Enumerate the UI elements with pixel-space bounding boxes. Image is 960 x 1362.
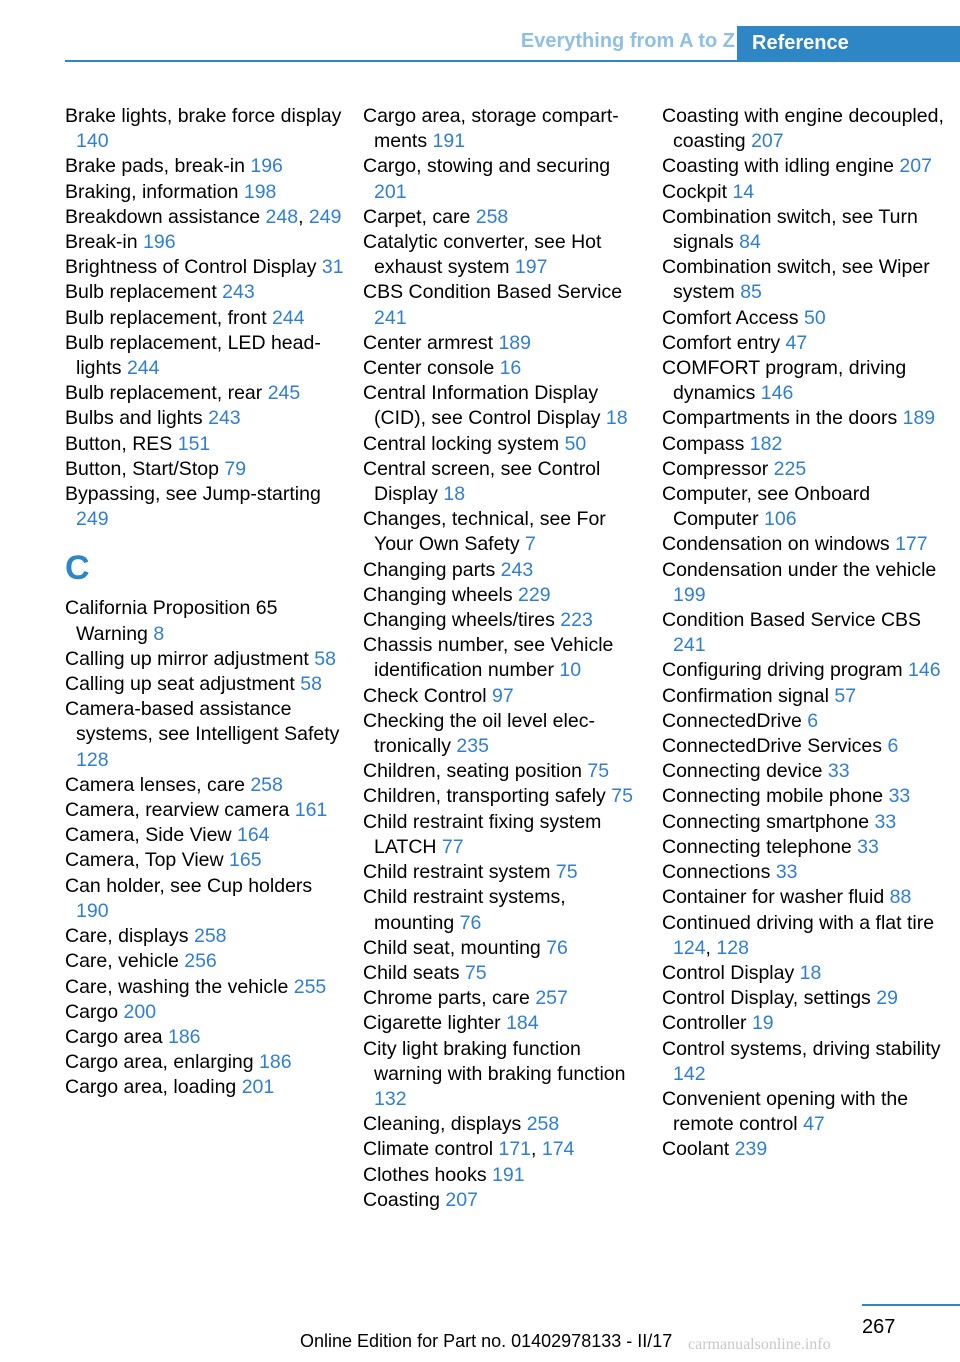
index-entry (363, 810, 643, 860)
entry-term: Cigarette lighter (363, 1012, 507, 1035)
entry-term: Continued driving with a flat tire (662, 911, 935, 934)
page-ref-link[interactable]: 190 (76, 899, 109, 922)
page-ref-link[interactable]: 174 (541, 1138, 575, 1161)
page-ref-link[interactable]: 47 (803, 1113, 825, 1136)
index-entry (363, 104, 643, 154)
index-entry (662, 1011, 952, 1036)
page-ref-link[interactable]: 189 (902, 407, 936, 430)
entry-term: Care, displays (65, 925, 194, 948)
page-ref-link[interactable]: 84 (739, 231, 761, 254)
index-entry (65, 647, 345, 672)
entry-term: Condensation on windows (662, 533, 896, 556)
entry-term: Coasting with engine decoupled, coasting (662, 105, 944, 153)
page-ref-link[interactable]: 255 (293, 975, 327, 998)
entry-term: Child restraint systems, mounting (363, 886, 566, 934)
page-ref-link[interactable]: 161 (294, 799, 328, 822)
entry-term: Comfort entry (662, 331, 786, 354)
page-ref-link[interactable]: 79 (224, 457, 247, 480)
watermark-text: carmanualsonline.info (688, 1336, 831, 1353)
index-column-3 (662, 104, 952, 1163)
index-entry (363, 230, 643, 280)
index-entry (662, 331, 952, 356)
entry-term: Computer, see Onboard Computer (662, 483, 871, 531)
page-ref-link[interactable]: 106 (764, 508, 797, 531)
page-ref-link[interactable]: 258 (475, 205, 509, 228)
entry-term: Bulb replacement, front (65, 306, 273, 329)
entry-term: Brake lights, brake force display (65, 105, 342, 127)
index-entry (662, 532, 952, 557)
page-ref-link[interactable]: 201 (374, 180, 407, 203)
index-entry (65, 773, 345, 798)
page-ref-link[interactable]: 76 (459, 911, 482, 934)
page-ref-link[interactable]: 132 (374, 1087, 407, 1110)
index-entry (363, 205, 643, 230)
entry-term: Catalytic converter, see Hot exhaust system (363, 231, 602, 279)
entry-term: Changes, technical, see For Your Own Safety (363, 508, 606, 556)
page-ref-link[interactable]: 57 (834, 684, 857, 707)
page-ref-link[interactable]: 199 (673, 583, 706, 606)
page-ref-link[interactable]: 241 (374, 306, 407, 329)
page-ref-link[interactable]: 196 (143, 231, 176, 254)
page-ref-link[interactable]: 200 (123, 1000, 157, 1023)
index-entry (662, 784, 952, 809)
index-entry (65, 975, 345, 1000)
entry-term: Brightness of Control Display (65, 256, 322, 279)
index-entry (363, 1011, 643, 1036)
entry-term: Controller (662, 1012, 752, 1035)
page-ref-link[interactable]: 189 (498, 331, 531, 354)
page-ref-link[interactable]: 18 (799, 961, 822, 984)
index-entry (662, 104, 952, 154)
page-ref-link[interactable]: 207 (751, 130, 784, 153)
index-entry (662, 255, 952, 305)
index-entry (363, 860, 643, 885)
entry-term: Changing parts (363, 558, 501, 581)
index-entry (363, 1112, 643, 1137)
entry-term: Climate control (363, 1138, 499, 1161)
page-ref-link[interactable]: 257 (535, 987, 568, 1010)
page-ref-link[interactable]: 6 (807, 709, 819, 732)
index-entry (662, 608, 952, 658)
index-entry (662, 205, 952, 255)
index-entry (662, 885, 952, 910)
index-entry (363, 1037, 643, 1113)
page-ref-link[interactable]: 201 (241, 1076, 275, 1099)
index-entry (363, 331, 643, 356)
page-ref-link[interactable]: 249 (76, 508, 109, 531)
entry-term: Center console (363, 357, 500, 380)
index-entry (65, 457, 345, 482)
index-entry (662, 835, 952, 860)
entry-term: Confirmation signal (662, 684, 835, 707)
index-entry (363, 784, 643, 809)
index-entry (65, 697, 345, 773)
page-ref-link[interactable]: 33 (775, 861, 798, 884)
index-entry (65, 180, 345, 205)
page-ref-link[interactable]: 6 (887, 735, 899, 758)
index-entry (662, 406, 952, 431)
page-ref-link[interactable]: 77 (441, 835, 464, 858)
page-ref-link[interactable]: 225 (773, 457, 807, 480)
page-ref-link[interactable]: 258 (250, 773, 283, 796)
entry-term: Checking the oil level electronically (363, 709, 595, 758)
index-entry (363, 885, 643, 935)
page-ref-link[interactable]: 249 (308, 205, 342, 228)
page-ref-link[interactable]: 16 (499, 357, 522, 380)
page-ref-link[interactable]: 128 (76, 748, 109, 771)
index-entry (363, 432, 643, 457)
index-entry (65, 1075, 345, 1100)
index-entry: Continued driving with a flat tire 124, 128 (662, 911, 935, 959)
index-entry (65, 823, 345, 848)
index-entry (662, 306, 952, 331)
index-entry (363, 583, 643, 608)
page-ref-link[interactable]: 58 (314, 647, 336, 670)
index-entry (65, 306, 345, 331)
entry-term: ConnectedDrive (662, 709, 808, 732)
entry-term: Camera, Top View (65, 849, 230, 872)
entry-term: Break-in (65, 231, 144, 254)
index-entry (65, 432, 345, 457)
entry-term: CBS Condition Based Service (363, 281, 623, 304)
entry-term: Convenient opening with the remote control (662, 1087, 909, 1136)
entry-term: Child restraint system (363, 861, 556, 884)
page-ref-link[interactable]: 19 (751, 1012, 774, 1035)
index-entry (363, 709, 643, 759)
page-ref-link[interactable]: 248 (265, 205, 299, 228)
index-entry (363, 457, 643, 507)
page-ref-link[interactable]: 146 (908, 659, 941, 682)
entry-term: Comfort Access (662, 306, 804, 329)
page-ref-link[interactable]: 223 (560, 609, 593, 632)
index-column-2 (363, 104, 643, 1213)
entry-term: Child seat, mounting (363, 936, 547, 959)
index-entry (65, 596, 345, 646)
entry-term: City light braking function warning with braking function (363, 1037, 626, 1085)
chapter-tab[interactable]: Reference (737, 26, 960, 60)
entry-term: Bulb replacement (65, 281, 223, 304)
page-ref-link[interactable]: 31 (321, 256, 344, 279)
page-ref-link[interactable]: 124 (673, 936, 706, 959)
page-ref-link[interactable]: 207 (445, 1188, 478, 1211)
page-ref-link[interactable]: 18 (443, 483, 466, 506)
index-entry (662, 482, 952, 532)
index-entry (65, 1000, 345, 1025)
page-ref-link[interactable]: 245 (267, 382, 301, 405)
page-ref-link[interactable]: 151 (177, 432, 211, 455)
page-ref-link[interactable]: 243 (500, 558, 534, 581)
index-entry (65, 924, 345, 949)
page-number: 267 (862, 1316, 896, 1338)
entry-term: Cargo (65, 1000, 124, 1023)
entry-term: Calling up mirror adjustment (65, 647, 315, 670)
index-entry: Climate control 171, 174 (363, 1138, 575, 1161)
entry-term: Clothes hooks (363, 1163, 492, 1186)
index-entry (65, 255, 345, 280)
entry-term: Camera, rearview camera (65, 799, 295, 822)
page-ref-link[interactable]: 76 (546, 936, 568, 959)
entry-term: Carpet, care (363, 205, 476, 228)
index-entry (662, 457, 952, 482)
page-ref-link[interactable]: 171 (498, 1138, 532, 1161)
entry-term: Coasting with idling engine (662, 155, 900, 178)
entry-term: Camera lenses, care (65, 773, 251, 796)
page-ref-link[interactable]: 198 (243, 180, 277, 203)
page-ref-link[interactable]: 258 (193, 925, 227, 948)
page-ref-link[interactable]: 186 (259, 1051, 292, 1074)
entry-term: Central locking system (363, 432, 565, 455)
index-entry (662, 684, 952, 709)
section-letter: C (65, 549, 90, 588)
entry-term: Changing wheels/tires (363, 609, 561, 632)
index-entry (662, 860, 952, 885)
index-entry (662, 709, 952, 734)
page-ref-link[interactable]: 207 (899, 155, 932, 178)
index-entry (65, 672, 345, 697)
entry-term: Connecting mobile phone (662, 785, 889, 808)
entry-term: Cleaning, displays (363, 1113, 527, 1136)
entry-term: Control Display, settings (662, 987, 877, 1010)
index-entry (363, 381, 643, 431)
entry-term: Care, vehicle (65, 950, 185, 973)
index-entry (65, 482, 345, 532)
entry-term: Bulb replacement, rear (65, 382, 268, 405)
index-entry (662, 1037, 952, 1087)
index-column-1 (65, 104, 345, 1101)
page-ref-link[interactable]: 243 (208, 407, 241, 430)
entry-term: Connecting telephone (662, 835, 858, 858)
entry-term: Condition Based Service CBS (662, 609, 922, 632)
page-ref-link[interactable]: 33 (888, 785, 911, 808)
index-entry (662, 810, 952, 835)
page-ref-link[interactable]: 256 (184, 950, 217, 973)
index-entry (363, 1188, 643, 1213)
entry-term: Brake pads, break-in (65, 155, 251, 178)
page-ref-link[interactable]: 8 (153, 622, 165, 645)
page-ref-link[interactable]: 235 (456, 735, 489, 758)
entry-term: Button, RES (65, 432, 178, 455)
page-ref-link[interactable]: 50 (564, 432, 587, 455)
page-ref-link[interactable]: 29 (876, 987, 898, 1010)
page-ref-link[interactable]: 186 (167, 1025, 201, 1048)
entry-term: Cargo area (65, 1025, 168, 1048)
page-ref-link[interactable]: 47 (785, 331, 808, 354)
entry-term: Camera, Side View (65, 824, 237, 847)
index-entry (662, 356, 952, 406)
entry-term: Central screen, see Control Display (363, 457, 601, 506)
page-header (65, 26, 960, 62)
page-ref-link[interactable]: 97 (491, 684, 514, 707)
page-ref-link[interactable]: 88 (889, 886, 912, 909)
page-ref-link[interactable]: 244 (126, 357, 160, 380)
index-entry (65, 1050, 345, 1075)
entry-term: ConnectedDrive Services (662, 735, 888, 758)
index-entry (363, 759, 643, 784)
index-entry (65, 381, 345, 406)
entry-term: Connections (662, 861, 776, 884)
page-ref-link[interactable]: 142 (673, 1062, 706, 1085)
index-entry (662, 658, 952, 683)
entry-term: Condensation under the vehicle (662, 558, 937, 581)
page-ref-link[interactable]: 33 (857, 835, 879, 858)
entry-term: Connecting device (662, 760, 828, 783)
index-entry (363, 1163, 643, 1188)
page-ref-link[interactable]: 146 (760, 382, 794, 405)
index-entry: Breakdown assistance 248, 249 (65, 205, 342, 228)
page-ref-link[interactable]: 85 (740, 281, 762, 304)
entry-term: Cargo, stowing and securing (363, 155, 611, 178)
entry-term: Changing wheels (363, 583, 519, 606)
section-title[interactable]: Everything from A to Z (520, 30, 735, 52)
page-ref-link[interactable]: 191 (492, 1163, 525, 1186)
entry-term: Connecting smartphone (662, 810, 875, 833)
index-entry (662, 1137, 952, 1162)
entry-term: Check Control (363, 684, 492, 707)
index-entry (363, 608, 643, 633)
index-entry (65, 848, 345, 873)
entry-term: Child restraint fixing system LATCH (363, 810, 602, 858)
index-entry (363, 558, 643, 583)
index-entry (65, 230, 345, 255)
entry-term: Braking, information (65, 180, 244, 203)
page-ref-link[interactable]: 14 (732, 180, 755, 203)
index-entry (65, 798, 345, 823)
entry-term: Cargo area, storage compartments (363, 105, 619, 153)
entry-term: Container for washer fluid (662, 886, 890, 909)
entry-term: COMFORT program, driving dynamics (662, 357, 907, 405)
index-entry (662, 558, 952, 608)
index-entry (363, 507, 643, 557)
page-ref-link[interactable]: 18 (605, 407, 628, 430)
entry-term: California Proposition 65 Warning (65, 597, 278, 645)
page-ref-link[interactable]: 197 (514, 256, 548, 279)
index-entry (662, 180, 952, 205)
entry-term: Breakdown assistance (65, 205, 266, 228)
entry-term: Cargo area, enlarging (65, 1051, 260, 1074)
page-ref-link[interactable]: 7 (525, 533, 536, 556)
entry-term: Bulbs and lights (65, 407, 209, 430)
entry-term: Compressor (662, 457, 774, 480)
entry-term: Can holder, see Cup holders (65, 874, 313, 897)
index-entry (662, 154, 952, 179)
page-ref-link[interactable]: 244 (272, 306, 305, 329)
index-entry (363, 986, 643, 1011)
entry-term: Coasting (363, 1188, 446, 1211)
index-entry (662, 1087, 952, 1137)
entry-term: Compartments in the doors (662, 407, 903, 430)
entry-term: Children, transporting safely (363, 785, 612, 808)
index-entry (65, 949, 345, 974)
page-ref-link[interactable]: 140 (76, 130, 109, 153)
index-entry (65, 104, 345, 154)
page-ref-link[interactable]: 164 (236, 824, 270, 847)
entry-term: Cargo area, loading (65, 1076, 242, 1099)
entry-term: Child seats (363, 961, 465, 984)
entry-term: Combination switch, see Wiper system (662, 256, 930, 304)
page-ref-link[interactable]: 184 (506, 1012, 539, 1035)
page-ref-link[interactable]: 75 (611, 785, 633, 808)
index-entry (662, 961, 952, 986)
entry-term: Care, washing the vehicle (65, 975, 294, 998)
entry-term: Compass (662, 432, 750, 455)
page-ref-link[interactable]: 10 (559, 659, 582, 682)
page-ref-link[interactable]: 75 (464, 961, 487, 984)
index-entry (65, 406, 345, 431)
page-ref-link[interactable]: 191 (432, 130, 466, 153)
index-entry (363, 280, 643, 330)
edition-note: Online Edition for Part no. 01402978133 - II/17 (300, 1331, 673, 1351)
entry-term: Children, seating position (363, 760, 588, 783)
page-ref-link[interactable]: 75 (555, 861, 578, 884)
index-entry (65, 874, 345, 924)
index-entry (363, 356, 643, 381)
entry-term: Configuring driving program (662, 659, 909, 682)
page-ref-link[interactable]: 33 (827, 760, 850, 783)
entry-term: Chrome parts, care (363, 987, 536, 1010)
index-entry (662, 759, 952, 784)
page-ref-link[interactable]: 128 (716, 936, 749, 959)
entry-term: Coolant (662, 1138, 735, 1161)
entry-term: Combination switch, see Turn signals (662, 205, 918, 254)
index-entry (65, 280, 345, 305)
index-entry (363, 936, 643, 961)
index-entry (65, 1025, 345, 1050)
page-ref-link[interactable]: 182 (749, 432, 783, 455)
entry-term: Camera-based assistance systems, see Intelligent Safety (65, 698, 340, 746)
entry-term: Chassis number, see Vehicle identification number (363, 634, 614, 682)
page-ref-link[interactable]: 75 (587, 760, 610, 783)
entry-term: Control Display (662, 961, 800, 984)
page-ref-link[interactable]: 177 (895, 533, 928, 556)
index-entry (65, 331, 345, 381)
page-ref-link[interactable]: 50 (803, 306, 826, 329)
entry-term: Bulb replacement, LED headlights (65, 331, 321, 380)
page-ref-link[interactable]: 165 (229, 849, 262, 872)
entry-term: Bypassing, see Jump-starting (65, 483, 321, 506)
entry-term: Button, Start/Stop (65, 457, 225, 480)
index-entry (662, 432, 952, 457)
index-entry (65, 154, 345, 179)
index-entry (363, 684, 643, 709)
page-ref-link[interactable]: 229 (518, 583, 551, 606)
page-ref-link[interactable]: 243 (222, 281, 255, 304)
entry-term: Calling up seat adjustment (65, 673, 301, 696)
entry-term: Central Information Display (CID), see Control Display (363, 382, 606, 430)
page-ref-link[interactable]: 241 (673, 634, 706, 657)
page-ref-link[interactable]: 33 (874, 810, 897, 833)
page-ref-link[interactable]: 258 (526, 1113, 560, 1136)
page-ref-link[interactable]: 58 (300, 673, 322, 696)
page-ref-link[interactable]: 196 (250, 155, 283, 178)
entry-term: Control systems, driving stability (662, 1037, 941, 1060)
index-entry (363, 633, 643, 683)
index-entry (662, 986, 952, 1011)
index-entry (363, 154, 643, 204)
page-ref-link[interactable]: 239 (734, 1138, 768, 1161)
entry-term: Center armrest (363, 331, 499, 354)
index-entry (363, 961, 643, 986)
entry-term: Cockpit (662, 180, 733, 203)
footer-rule (862, 1304, 960, 1306)
index-entry (662, 734, 952, 759)
